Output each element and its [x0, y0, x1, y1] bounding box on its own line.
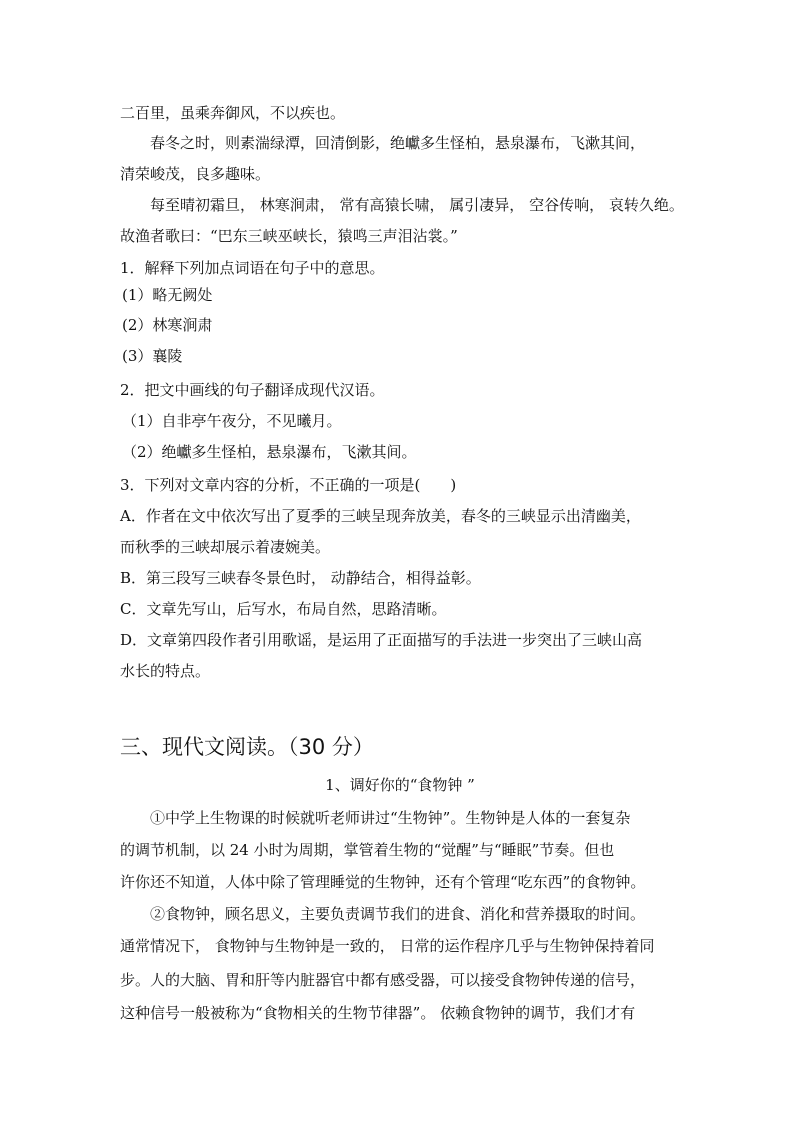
article-line: 这种信号一般被称为“食物相关的生物节律器”。 依赖食物钟的调节，我们才有 [120, 1004, 636, 1022]
passage-line: 故渔者歌曰：“巴东三峡巫峡长，猿鸣三声泪沾裳。” [120, 227, 458, 245]
option-d-cont: 水长的特点。 [120, 662, 211, 680]
article-line: ①中学上生物课的时候就听老师讲过“生物钟”。生物钟是人体的一套复杂 [150, 809, 631, 827]
option-c: C．文章先写山，后写水，布局自然，思路清晰。 [120, 600, 447, 618]
question-2-item: （1）自非亭午夜分，不见曦月。 [122, 412, 342, 430]
article-line: 许你还不知道，人体中除了管理睡觉的生物钟，还有个管理“吃东西”的食物钟。 [120, 873, 646, 891]
question-2-stem: 2．把文中画线的句子翻译成现代汉语。 [120, 381, 385, 399]
question-1-stem: 1．解释下列加点词语在句子中的意思。 [120, 259, 385, 277]
option-d: D．文章第四段作者引用歌谣，是运用了正面描写的手法进一步突出了三峡山高 [120, 631, 643, 649]
article-line: ②食物钟，顾名思义，主要负责调节我们的进食、消化和营养摄取的时间。 [150, 905, 646, 923]
passage-line: 清荣峻茂，良多趣味。 [120, 165, 271, 183]
article-line: 步。人的大脑、胃和肝等内脏器官中都有感受器，可以接受食物钟传递的信号， [120, 971, 646, 989]
question-3-stem: 3．下列对文章内容的分析，不正确的一项是( ) [120, 476, 457, 494]
question-1-item: (1）略无阙处 [122, 286, 213, 304]
passage-line: 二百里，虽乘奔御风，不以疾也。 [120, 104, 346, 122]
passage-line: 每至晴初霜旦， 林寒涧肃， 常有高猿长啸， 属引凄异， 空谷传响， 哀转久绝。 [150, 196, 684, 214]
option-a: A．作者在文中依次写出了夏季的三峡呈现奔放美，春冬的三峡显示出清幽美， [120, 507, 641, 525]
question-1-item: (2）林寒涧肃 [122, 316, 213, 334]
article-line: 的调节机制，以 24 小时为周期，掌管着生物的“觉醒”与“睡眠”节奏。但也 [120, 841, 615, 859]
option-b: B．第三段写三峡春冬景色时， 动静结合，相得益彰。 [120, 569, 481, 587]
option-a-cont: 而秋季的三峡却展示着凄婉美。 [120, 538, 331, 556]
question-2-item: （2）绝巘多生怪柏，悬泉瀑布，飞漱其间。 [122, 443, 417, 461]
section-title: 三、现代文阅读。（30 分） [120, 735, 374, 759]
article-title: 1、调好你的“食物钟 ” [325, 776, 475, 794]
passage-line: 春冬之时，则素湍绿潭，回清倒影，绝巘多生怪柏，悬泉瀑布，飞漱其间， [150, 134, 646, 152]
article-line: 通常情况下， 食物钟与生物钟是一致的， 日常的运作程序几乎与生物钟保持着同 [120, 937, 655, 955]
question-1-item: (3）襄陵 [122, 347, 183, 365]
